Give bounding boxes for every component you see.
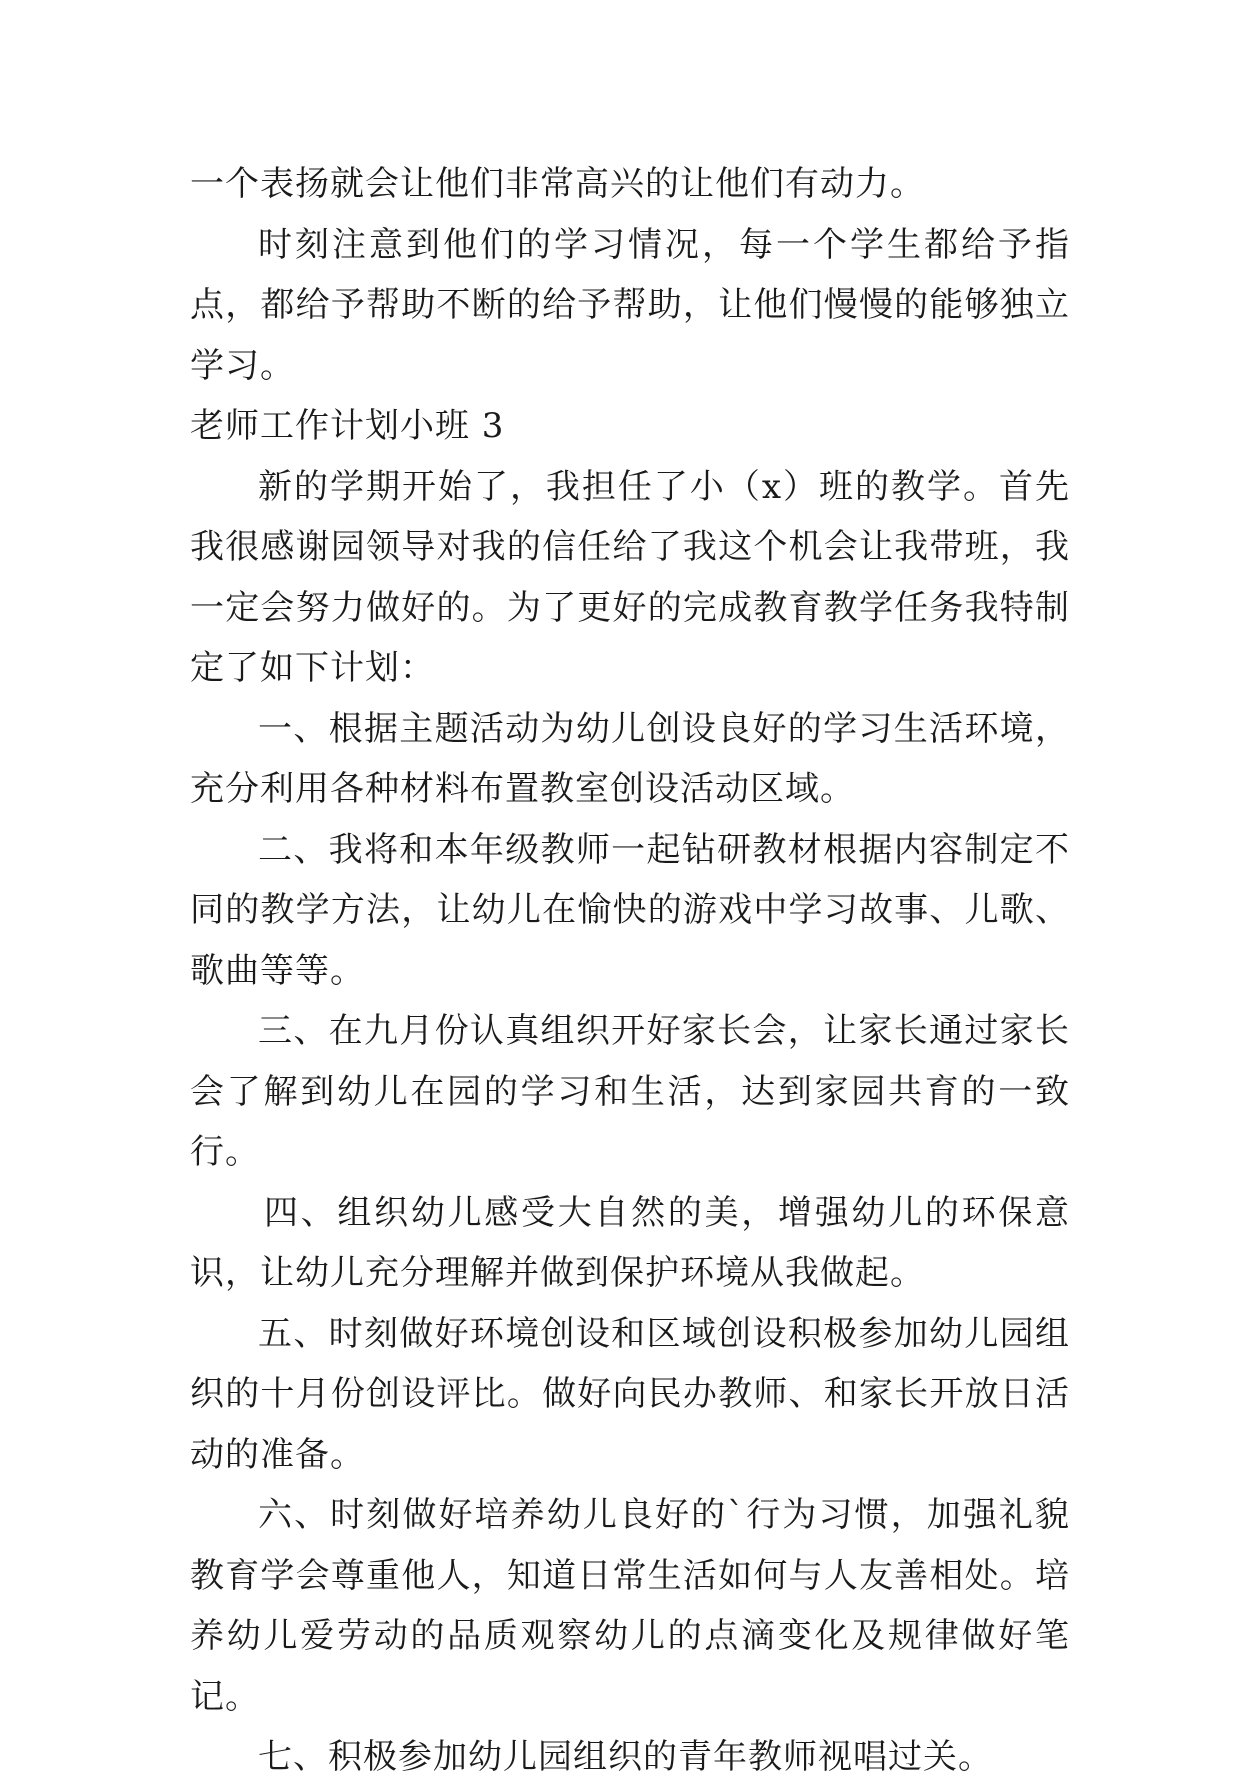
plan-item-6: 六、时刻做好培养幼儿良好的`行为习惯，加强礼貌教育学会尊重他人，知道日常生活如何与人友善相处。培养幼儿爱劳动的品质观察幼儿的点滴变化及规律做好笔记。 (190, 1495, 1070, 1717)
plan-item-5: 五、时刻做好环境创设和区域创设积极参加幼儿园组织的十月份创设评比。做好向民办教师、和家长开放日活动的准备。 (190, 1313, 1070, 1475)
plan-item-3: 三、在九月份认真组织开好家长会，让家长通过家长会了解到幼儿在园的学习和生活，达到家园共育的一致行。 (190, 1011, 1070, 1172)
paragraph-praise-continuation: 一个表扬就会让他们非常高兴的让他们有动力。 (190, 164, 925, 204)
paragraph-attention: 时刻注意到他们的学习情况，每一个学生都给予指点，都给予帮助不断的给予帮助，让他们慢慢的能够独立学习。 (190, 224, 1070, 386)
section-heading: 老师工作计划小班 3 (190, 406, 505, 446)
paragraph-intro: 新的学期开始了，我担任了小（x）班的教学。首先我很感谢园领导对我的信任给了我这个机会让我带班，我一定会努力做好的。为了更好的完成教育教学任务我特制定了如下计划： (190, 466, 1070, 688)
plan-item-1: 一、根据主题活动为幼儿创设良好的学习生活环境，充分利用各种材料布置教室创设活动区域。 (190, 708, 1070, 809)
document-body (190, 154, 1070, 1788)
plan-item-4: 四、组织幼儿感受大自然的美，增强幼儿的环保意识，让幼儿充分理解并做到保护环境从我做起。 (190, 1192, 1070, 1293)
plan-item-7: 七、积极参加幼儿园组织的青年教师视唱过关。 (258, 1737, 993, 1777)
plan-item-2: 二、我将和本年级教师一起钻研教材根据内容制定不同的教学方法，让幼儿在愉快的游戏中学习故事、儿歌、歌曲等等。 (190, 829, 1070, 991)
